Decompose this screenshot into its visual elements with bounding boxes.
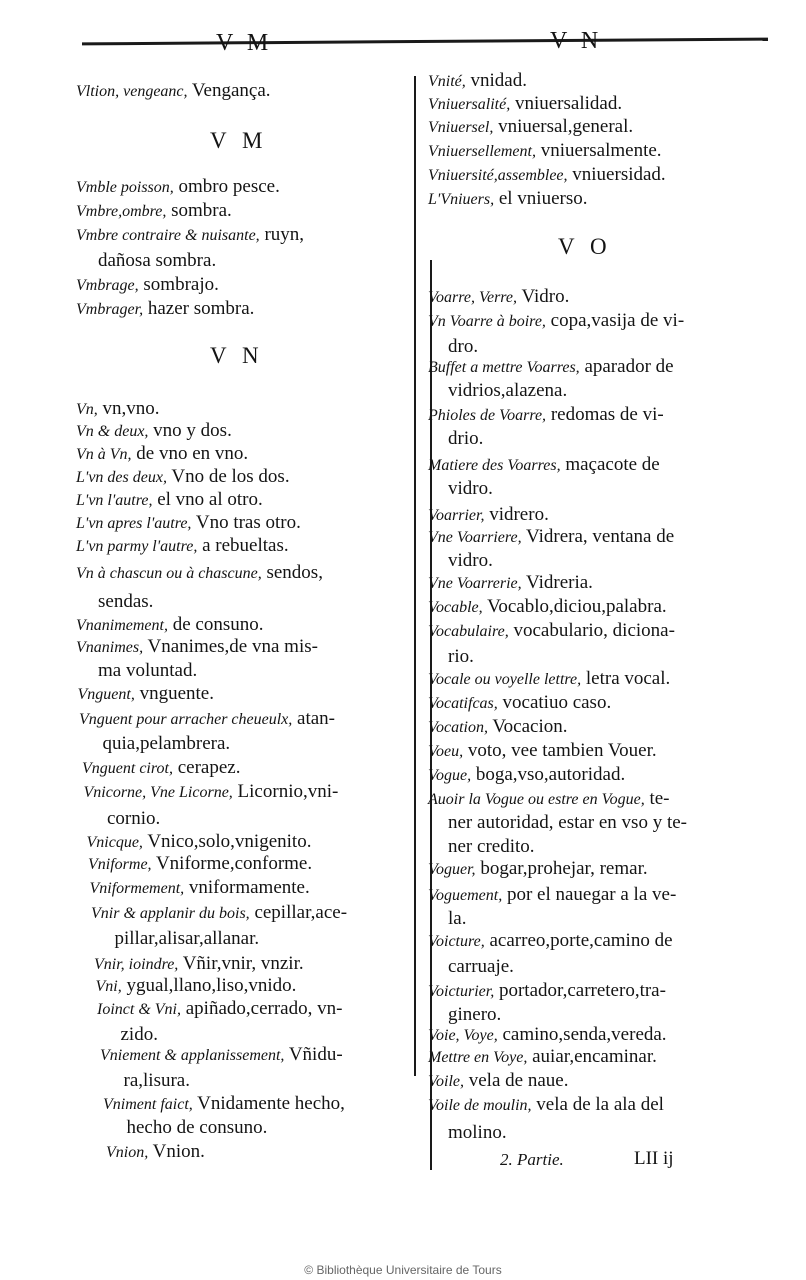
entry-continuation [448, 1004, 501, 1026]
dictionary-entry [428, 884, 676, 907]
column-rule [414, 76, 416, 1076]
dictionary-entry [428, 286, 569, 309]
dictionary-entry [76, 274, 219, 297]
entry-term: Vmble poisson, [76, 179, 174, 196]
entry-gloss: ner credito. [448, 836, 535, 857]
entry-term: Vniuersité,assemblee, [428, 167, 568, 184]
entry-term: Vniuersel, [428, 119, 494, 136]
entry-gloss: quia,pelambrera. [102, 733, 231, 754]
dictionary-entry [428, 858, 648, 881]
dictionary-entry [90, 877, 310, 900]
entry-gloss: rio. [448, 646, 474, 667]
catchword: LII ij [634, 1148, 674, 1169]
entry-gloss: Vidro. [517, 286, 570, 307]
dictionary-entry [428, 1024, 667, 1047]
entry-term: Mettre en Voye, [428, 1049, 528, 1066]
dictionary-entry [76, 420, 232, 443]
entry-term: Vn, [76, 401, 98, 418]
dictionary-entry [76, 200, 232, 223]
entry-gloss: Vniforme,conforme. [151, 853, 313, 874]
dictionary-entry [76, 80, 271, 103]
entry-continuation [127, 1117, 268, 1139]
entry-gloss: Vnion. [148, 1141, 205, 1162]
dictionary-entry [428, 310, 684, 333]
entry-gloss: Vidrera, ventana de [521, 526, 675, 547]
dictionary-entry [428, 1094, 664, 1117]
entry-term: Vltion, vengeanc, [76, 83, 188, 100]
entry-continuation [448, 908, 466, 930]
entry-gloss: ygual,llano,liso,vnido. [121, 975, 297, 996]
dictionary-entry [428, 116, 633, 139]
dictionary-entry [428, 692, 611, 715]
entry-term: Vnir & applanir du bois, [91, 905, 250, 922]
entry-term: Vocation, [428, 719, 488, 736]
entry-term: L'vn parmy l'autre, [76, 538, 198, 555]
entry-gloss: Vnidamente hecho, [192, 1093, 345, 1114]
dictionary-entry [428, 980, 666, 1003]
entry-gloss: vniuersidad. [567, 164, 666, 185]
dictionary-entry [106, 1141, 205, 1164]
entry-gloss: dañosa sombra. [98, 250, 217, 271]
entry-gloss: la. [448, 908, 467, 929]
dictionary-entry [428, 1070, 568, 1093]
dictionary-entry [428, 716, 568, 739]
section-heading: V O [558, 234, 612, 259]
dictionary-entry [76, 298, 254, 321]
entry-term: Vocable, [428, 599, 483, 616]
entry-gloss: drio. [448, 428, 484, 449]
entry-term: Vniuersellement, [428, 143, 536, 160]
entry-gloss: Vñir,vnir, vnzir. [178, 953, 304, 974]
entry-gloss: vocatiuo caso. [497, 692, 612, 713]
entry-gloss: vnguente. [134, 683, 214, 704]
entry-gloss: copa,vasija de vi- [545, 310, 685, 331]
entry-term: Matiere des Voarres, [428, 457, 561, 474]
entry-gloss: Vnico,solo,vnigenito. [142, 831, 312, 852]
entry-gloss: Vnanimes,de vna mis- [143, 636, 318, 657]
entry-term: Buffet a mettre Voarres, [428, 359, 580, 376]
dictionary-entry [76, 614, 264, 637]
dictionary-entry [428, 140, 662, 163]
running-head-left: V M [216, 30, 273, 56]
entry-gloss: Vno tras otro. [191, 512, 301, 533]
dictionary-entry [76, 512, 301, 535]
dictionary-entry [428, 504, 549, 527]
entry-gloss: ruyn, [259, 224, 305, 245]
dictionary-entry [94, 953, 304, 976]
dictionary-entry [76, 466, 290, 489]
entry-continuation [448, 478, 493, 500]
entry-continuation [448, 336, 478, 358]
entry-gloss: zido. [120, 1024, 158, 1045]
dictionary-entry [428, 454, 660, 477]
entry-term: Voile, [428, 1073, 464, 1090]
entry-gloss: aparador de [579, 356, 674, 377]
entry-term: Vogue, [428, 767, 472, 784]
dictionary-entry [428, 788, 670, 811]
entry-gloss: auiar,encaminar. [527, 1046, 657, 1067]
entry-term: Voarre, Verre, [428, 289, 518, 306]
entry-term: Vn & deux, [76, 423, 149, 440]
entry-gloss: Vno de los dos. [166, 466, 290, 487]
entry-gloss: por el nauegar a la ve- [502, 884, 677, 905]
entry-term: Voie, Voye, [428, 1027, 498, 1044]
entry-gloss: Vocablo,diciou,palabra. [482, 596, 667, 617]
dictionary-entry [87, 831, 312, 854]
entry-gloss: camino,senda,vereda. [497, 1024, 667, 1045]
entry-gloss: ra,lisura. [123, 1070, 190, 1091]
dictionary-entry [76, 224, 304, 247]
entry-gloss: boga,vso,autoridad. [471, 764, 626, 785]
dictionary-entry [82, 757, 240, 780]
entry-gloss: vela de naue. [464, 1070, 569, 1091]
library-credit: © Bibliothèque Universitaire de Tours [304, 1263, 502, 1277]
dictionary-entry [79, 708, 335, 731]
entry-term: Vni, [95, 978, 122, 995]
entry-gloss: atan- [292, 708, 336, 729]
entry-term: Vniformement, [89, 880, 185, 897]
entry-continuation [448, 956, 514, 978]
entry-gloss: cornio. [107, 808, 161, 829]
entry-term: Voicturier, [428, 983, 495, 1000]
entry-gloss: dro. [448, 336, 479, 357]
entry-gloss: vnidad. [465, 70, 527, 91]
entry-term: Vn à chascun ou à chascune, [76, 565, 262, 582]
dictionary-entry [428, 572, 593, 595]
dictionary-entry [428, 620, 675, 643]
entry-gloss: Vidreria. [521, 572, 593, 593]
dictionary-entry [78, 683, 214, 706]
entry-term: Vnguent cirot, [82, 760, 173, 777]
entry-term: Vnanimement, [76, 617, 168, 634]
dictionary-entry [428, 596, 667, 619]
entry-continuation [448, 812, 687, 834]
entry-term: Vnicque, [86, 834, 143, 851]
dictionary-entry [103, 1093, 345, 1116]
entry-gloss: vidrios,alazena. [448, 380, 568, 401]
entry-gloss: de vno en vno. [131, 443, 249, 464]
dictionary-entry [428, 764, 625, 787]
dictionary-entry [97, 998, 342, 1021]
entry-term: Vne Voarrerie, [428, 575, 522, 592]
dictionary-entry [76, 489, 263, 512]
dictionary-entry [428, 1046, 657, 1069]
entry-gloss: de consuno. [167, 614, 264, 635]
entry-gloss: sendas. [98, 591, 154, 612]
signature-mark: 2. Partie. [500, 1150, 564, 1169]
dictionary-entry [428, 188, 588, 211]
entry-term: Vnanimes, [76, 639, 144, 656]
dictionary-entry [88, 853, 312, 876]
entry-term: Vnir, ioindre, [94, 956, 179, 973]
entry-term: Voarrier, [428, 507, 485, 524]
entry-gloss: el vno al otro. [152, 489, 263, 510]
entry-gloss: acarreo,porte,camino de [484, 930, 673, 951]
entry-gloss: ma voluntad. [98, 660, 198, 681]
entry-term: L'vn l'autre, [76, 492, 153, 509]
entry-gloss: maçacote de [560, 454, 660, 475]
entry-term: Vmbrager, [76, 301, 144, 318]
entry-continuation [121, 1024, 158, 1046]
entry-gloss: Vengança. [187, 80, 271, 101]
entry-continuation [448, 428, 483, 450]
entry-term: Vnion, [106, 1144, 149, 1161]
entry-term: L'Vniuers, [428, 191, 495, 208]
entry-gloss: Vñidu- [284, 1044, 343, 1065]
entry-term: Vniforme, [88, 856, 152, 873]
running-head-right: V N [550, 28, 603, 54]
entry-gloss: cerapez. [172, 757, 241, 778]
entry-term: Vmbre contraire & nuisante, [76, 227, 260, 244]
entry-gloss: voto, vee tambien Vouer. [463, 740, 657, 761]
entry-gloss: ner autoridad, estar en vso y te- [448, 812, 687, 833]
entry-gloss: sombrajo. [138, 274, 219, 295]
entry-gloss: carruaje. [448, 956, 514, 977]
dictionary-entry [76, 636, 318, 659]
entry-continuation [448, 1122, 507, 1144]
entry-gloss: hecho de consuno. [126, 1117, 268, 1138]
entry-gloss: vn,vno. [97, 398, 160, 419]
entry-gloss: pillar,alisar,allanar. [114, 928, 260, 949]
dictionary-entry [428, 93, 622, 116]
dictionary-entry [76, 176, 280, 199]
dictionary-entry [428, 668, 670, 691]
entry-term: Vniement & applanissement, [100, 1047, 285, 1064]
entry-term: Voguer, [428, 861, 476, 878]
entry-gloss: te- [644, 788, 670, 809]
entry-term: Vocatifcas, [428, 695, 498, 712]
entry-gloss: apiñado,cerrado, vn- [180, 998, 343, 1019]
dictionary-entry [428, 526, 674, 549]
entry-term: Phioles de Voarre, [428, 407, 547, 424]
dictionary-entry [428, 740, 657, 763]
dictionary-entry [76, 443, 248, 466]
entry-gloss: redomas de vi- [546, 404, 664, 425]
entry-gloss: sombra. [166, 200, 232, 221]
entry-continuation [98, 591, 153, 613]
dictionary-entry [84, 781, 339, 804]
section-heading: V N [210, 343, 264, 368]
entry-term: Vniment faict, [103, 1096, 193, 1113]
entry-continuation [124, 1070, 190, 1092]
entry-gloss: a rebueltas. [197, 535, 289, 556]
entry-gloss: Licornio,vni- [232, 781, 339, 802]
entry-gloss: vela de la ala del [531, 1094, 664, 1115]
entry-term: Voile de moulin, [428, 1097, 532, 1114]
entry-continuation [107, 808, 160, 830]
entry-gloss: Vocacion. [488, 716, 568, 737]
entry-term: Vmbrage, [76, 277, 139, 294]
dictionary-entry [100, 1044, 343, 1067]
entry-gloss: letra vocal. [581, 668, 671, 689]
entry-term: Vnité, [428, 73, 466, 90]
dictionary-entry [428, 70, 527, 93]
dictionary-entry [76, 535, 289, 558]
dictionary-entry [428, 404, 664, 427]
entry-continuation [98, 250, 216, 272]
top-rule [82, 38, 768, 46]
entry-gloss: vniuersal,general. [493, 116, 634, 137]
entry-continuation [448, 836, 535, 858]
entry-gloss: sendos, [261, 562, 323, 583]
entry-gloss: el vniuerso. [494, 188, 588, 209]
entry-term: Vne Voarriere, [428, 529, 522, 546]
dictionary-entry [428, 164, 666, 187]
entry-gloss: ginero. [448, 1004, 502, 1025]
entry-gloss: vidro. [448, 478, 493, 499]
entry-term: Vocale ou voyelle lettre, [428, 671, 582, 688]
entry-gloss: vno y dos. [148, 420, 232, 441]
entry-gloss: vidrero. [484, 504, 549, 525]
entry-gloss: hazer sombra. [143, 298, 255, 319]
entry-gloss: vniformamente. [184, 877, 310, 898]
entry-term: Auoir la Vogue ou estre en Vogue, [428, 791, 645, 808]
entry-term: Voicture, [428, 933, 485, 950]
dictionary-entry [96, 975, 297, 998]
entry-term: L'vn apres l'autre, [76, 515, 192, 532]
entry-continuation [448, 646, 474, 668]
entry-gloss: molino. [448, 1122, 507, 1143]
entry-gloss: vocabulario, diciona- [508, 620, 675, 641]
entry-term: Ioinct & Vni, [97, 1001, 181, 1018]
entry-gloss: vniuersalidad. [510, 93, 623, 114]
entry-term: Vmbre,ombre, [76, 203, 167, 220]
entry-term: Vnguent, [77, 686, 135, 703]
entry-continuation [103, 733, 231, 755]
entry-gloss: portador,carretero,tra- [494, 980, 666, 1001]
entry-term: Vnicorne, Vne Licorne, [83, 784, 233, 801]
dictionary-entry [91, 902, 347, 925]
entry-continuation [448, 550, 493, 572]
entry-continuation [448, 380, 567, 402]
dictionary-entry [428, 930, 673, 953]
entry-term: Voguement, [428, 887, 503, 904]
dictionary-entry [428, 356, 674, 379]
entry-continuation [115, 928, 260, 950]
section-heading: V M [210, 128, 268, 153]
entry-term: L'vn des deux, [76, 469, 167, 486]
entry-term: Vn Voarre à boire, [428, 313, 546, 330]
dictionary-entry [76, 398, 160, 421]
entry-term: Vocabulaire, [428, 623, 509, 640]
entry-term: Vn à Vn, [76, 446, 132, 463]
entry-gloss: vniuersalmente. [535, 140, 662, 161]
entry-term: Vniuersalité, [428, 96, 511, 113]
entry-gloss: cepillar,ace- [249, 902, 348, 923]
entry-term: Voeu, [428, 743, 464, 760]
entry-gloss: bogar,prohejar, remar. [475, 858, 648, 879]
entry-continuation [98, 660, 197, 682]
dictionary-entry [76, 562, 323, 585]
entry-term: Vnguent pour arracher cheueulx, [79, 711, 293, 728]
entry-gloss: vidro. [448, 550, 493, 571]
entry-gloss: ombro pesce. [173, 176, 280, 197]
